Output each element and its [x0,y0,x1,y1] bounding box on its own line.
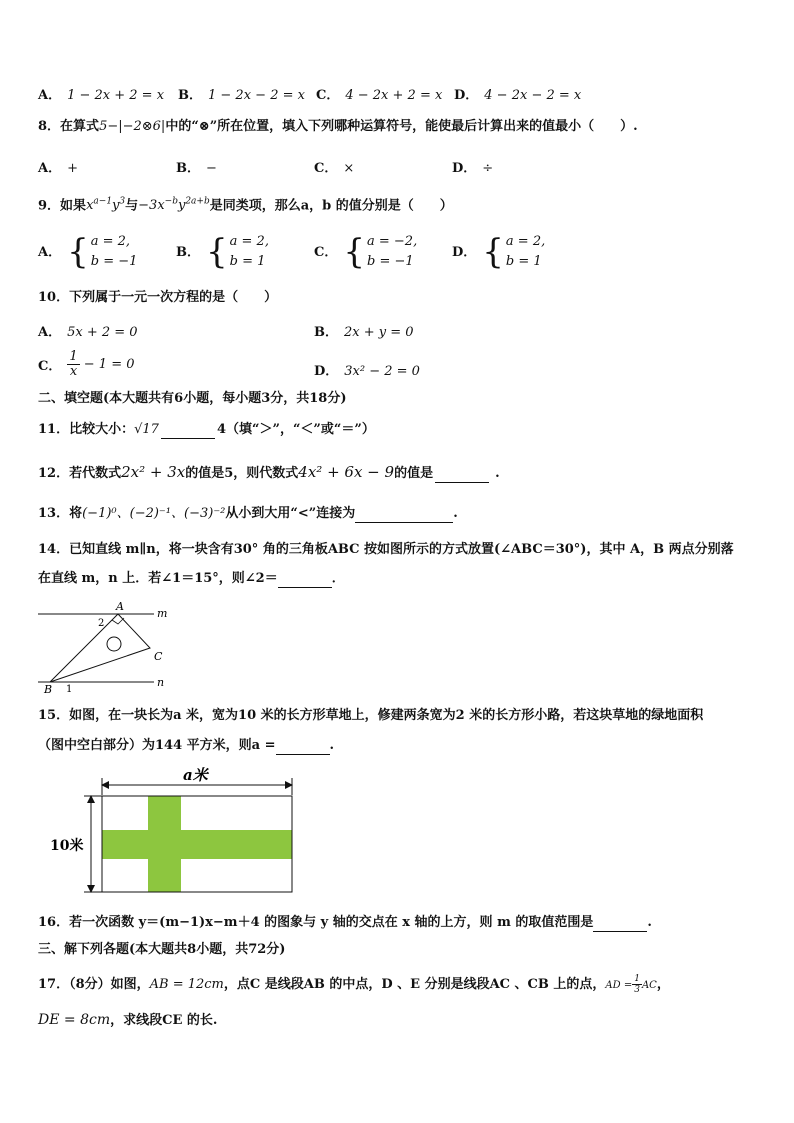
angle-1-label: 1 [66,684,73,695]
triangle-hole [107,637,121,651]
q15-stem-line2: （图中空白部分）为144 平方米，则a = . [38,738,335,753]
label-m: m [157,607,168,620]
q10-stem: 10．下列属于一元一次方程的是（ ） [38,290,278,305]
angle-2-label: 2 [98,618,105,629]
q7-option-a: A． 1 − 2x + 2 = x [38,88,165,103]
q8-option-a: A． + [38,161,78,176]
q17-stem-line1: 17．（8分）如图，AB = 12cm，点C 是线段AB 的中点，D 、E 分别是线段AC 、CB 上的点，AD = $\frac{1}{3}$ AC， [38,974,670,995]
q12-stem: 12．若代数式2x² + 3x的值是5，则代数式4x² + 6x − 9的值是 . [38,463,500,481]
q10-option-d: D． 3x² − 2 = 0 [314,364,420,379]
q8-stem: 8．在算式5−|−2⊗6|中的“⊗”所在位置，填入下列哪种运算符号，能使最后计算出来的值最小（ ）. [38,119,638,134]
q9-option-c: C． { a = −2, b = −1 [314,232,418,272]
q10-option-c: C． $\frac{1}{x}$ − 1 = 0 [38,349,135,379]
label-b: B [44,683,53,696]
q8-option-c: C． × [314,161,355,176]
q7-option-d: D． 4 − 2x − 2 = x [454,88,582,103]
q13-answer-blank[interactable] [355,508,453,523]
q15-lawn-figure [46,764,296,896]
horizontal-path [102,830,292,859]
q10-option-a: A． 5x + 2 = 0 [38,325,138,340]
q10-option-b: B． 2x + y = 0 [314,325,414,340]
q11-stem: 11．比较大小：√17 4（填“＞”，“＜”或“＝”） [38,422,375,437]
length-label: a米 [183,766,208,784]
q9-stem: 9．如果$x^{a-1}y^3$与$-3x^{-b}y^{2a+b}$是同类项，那么a，b 的值分别是（ ） [38,197,453,214]
width-label: 10米 [50,838,84,854]
q14-triangle-figure [36,598,171,696]
q9-option-a: A． { a = 2, b = −1 [38,232,138,272]
q11-answer-blank[interactable] [161,424,215,439]
section-3-heading: 三、解下列各题(本大题共8小题，共72分) [38,942,286,957]
label-n: n [157,676,165,689]
q7-option-b: B． 1 − 2x − 2 = x [178,88,305,103]
label-c: C [154,650,163,663]
label-a: A [116,600,124,613]
q16-answer-blank[interactable] [593,917,647,932]
q13-stem: 13．将(−1)⁰、(−2)⁻¹、(−3)⁻²从小到大用“<”连接为 . [38,506,458,521]
q8-option-d: D． ÷ [452,161,494,176]
q14-answer-blank[interactable] [278,573,332,588]
q16-stem: 16．若一次函数 y＝(m−1)x−m＋4 的图象与 y 轴的交点在 x 轴的上方，则 m 的取值范围是 . [38,915,652,930]
q9-option-b: B． { a = 2, b = 1 [176,232,269,272]
q8-option-b: B． − [176,161,217,176]
q12-answer-blank[interactable] [435,468,489,483]
q15-answer-blank[interactable] [276,740,330,755]
q15-stem-line1: 15．如图，在一块长为a 米，宽为10 米的长方形草地上，修建两条宽为2 米的长方形小路，若这块草地的绿地面积 [38,708,704,723]
q7-option-c: C． 4 − 2x + 2 = x [316,88,443,103]
section-2-heading: 二、填空题(本大题共有6小题，每小题3分，共18分) [38,391,347,406]
q9-option-d: D． { a = 2, b = 1 [452,232,546,272]
q14-stem-line1: 14．已知直线 m∥n，将一块含有30° 角的三角板ABC 按如图所示的方式放置(∠ABC＝30°)，其中 A，B 两点分别落 [38,542,734,557]
q17-stem-line2: DE = 8cm，求线段CE 的长. [38,1012,218,1028]
q14-stem-line2: 在直线 m，n 上．若∠1＝15°，则∠2＝ ． [38,571,345,586]
